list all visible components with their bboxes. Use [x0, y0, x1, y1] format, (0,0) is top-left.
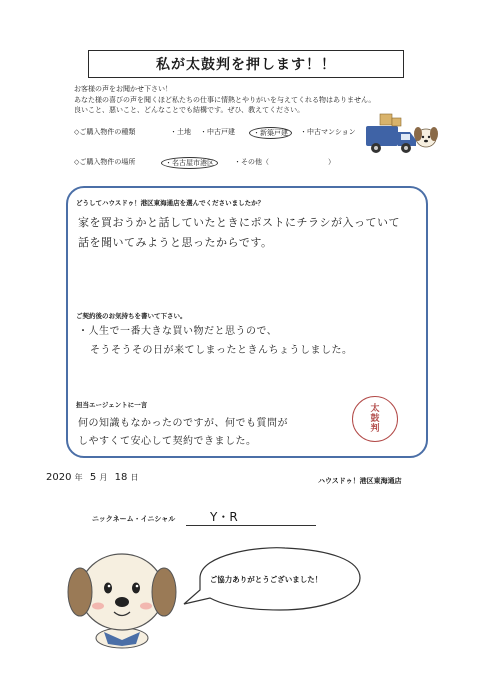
q2-label: ご契約後のお気持ちを書いて下さい。 — [76, 312, 187, 320]
q3-label: 担当エージェントに一言 — [76, 401, 148, 409]
q1-label: どうしてハウスドゥ！港区東海通店を選んでくださいましたか？ — [76, 199, 265, 207]
property-location-option-minato[interactable] — [164, 157, 218, 169]
speech-bubble-text: ご協力ありがとうございました！ — [209, 575, 323, 584]
page-title-text: 私が太鼓判を押します！！ — [156, 57, 336, 73]
date-day: 18 — [114, 472, 128, 483]
q1-answer-line-1: 家を買おうかと話していたときにポストにチラシが入っていて — [78, 216, 400, 229]
property-type-option-used-house[interactable]: ・中古戸建 — [200, 128, 235, 136]
property-type-option-land[interactable]: ・土地 — [170, 128, 191, 136]
property-location-other-close: ） — [328, 158, 335, 166]
dog-mascot-illustration — [62, 540, 182, 650]
stamp-char-2: 鼓 — [370, 414, 380, 424]
date-month-unit: 月 — [99, 473, 108, 482]
nickname-value: Y・R — [210, 510, 238, 524]
q2-answer-line-1: ・人生で一番大きな買い物だと思うので、 — [78, 326, 278, 337]
intro-line-2: あなた様の喜びの声を聞くほど私たちの仕事に情熱とやりがいを与えてくれる物はありません。 — [74, 95, 376, 104]
date-day-unit: 日 — [130, 473, 139, 482]
truck-illustration — [360, 112, 440, 158]
q3-answer-line-2: しやすくて安心して契約できました。 — [78, 436, 257, 447]
stamp-char-1: 太 — [370, 404, 380, 414]
taikoban-stamp — [352, 396, 398, 442]
intro-text — [74, 84, 434, 116]
date-year-unit: 年 — [74, 473, 83, 482]
intro-line-1: お客様の声をお聞かせ下さい！ — [74, 85, 172, 93]
date-year: 2020 — [46, 472, 72, 483]
property-location-label: ◇ご購入物件の場所 — [74, 158, 136, 166]
property-type-selected-circle: ・新築戸建 — [249, 127, 292, 139]
property-type-row — [74, 127, 135, 137]
date-month: 5 — [89, 472, 97, 483]
property-type-option-used-mansion[interactable]: ・中古マンション — [300, 128, 356, 136]
q1-answer-line-2: 話を聞いてみようと思ったからです。 — [78, 236, 273, 249]
property-location-option-other[interactable]: ・その他（ — [234, 158, 269, 166]
page-title — [88, 50, 404, 78]
shop-name: ハウスドゥ！港区東海通店 — [318, 477, 402, 485]
property-type-option-new-house[interactable] — [252, 127, 292, 139]
q3-answer-line-1: 何の知識もなかったのですが、何でも質問が — [78, 418, 288, 429]
intro-line-3: 良いこと、悪いこと、どんなことでも結構です。ぜひ、教えてください。 — [74, 106, 305, 114]
property-type-label: ◇ご購入物件の種類 — [74, 128, 136, 136]
stamp-char-3: 判 — [370, 424, 380, 434]
property-location-selected-circle: ・名古屋市港区 — [161, 157, 218, 169]
nickname-label: ニックネーム・イニシャル — [92, 515, 176, 523]
date — [46, 472, 139, 483]
nickname-underline — [186, 525, 316, 526]
q2-answer-line-2: そうそうその日が来てしまったときんちょうしました。 — [90, 345, 353, 356]
